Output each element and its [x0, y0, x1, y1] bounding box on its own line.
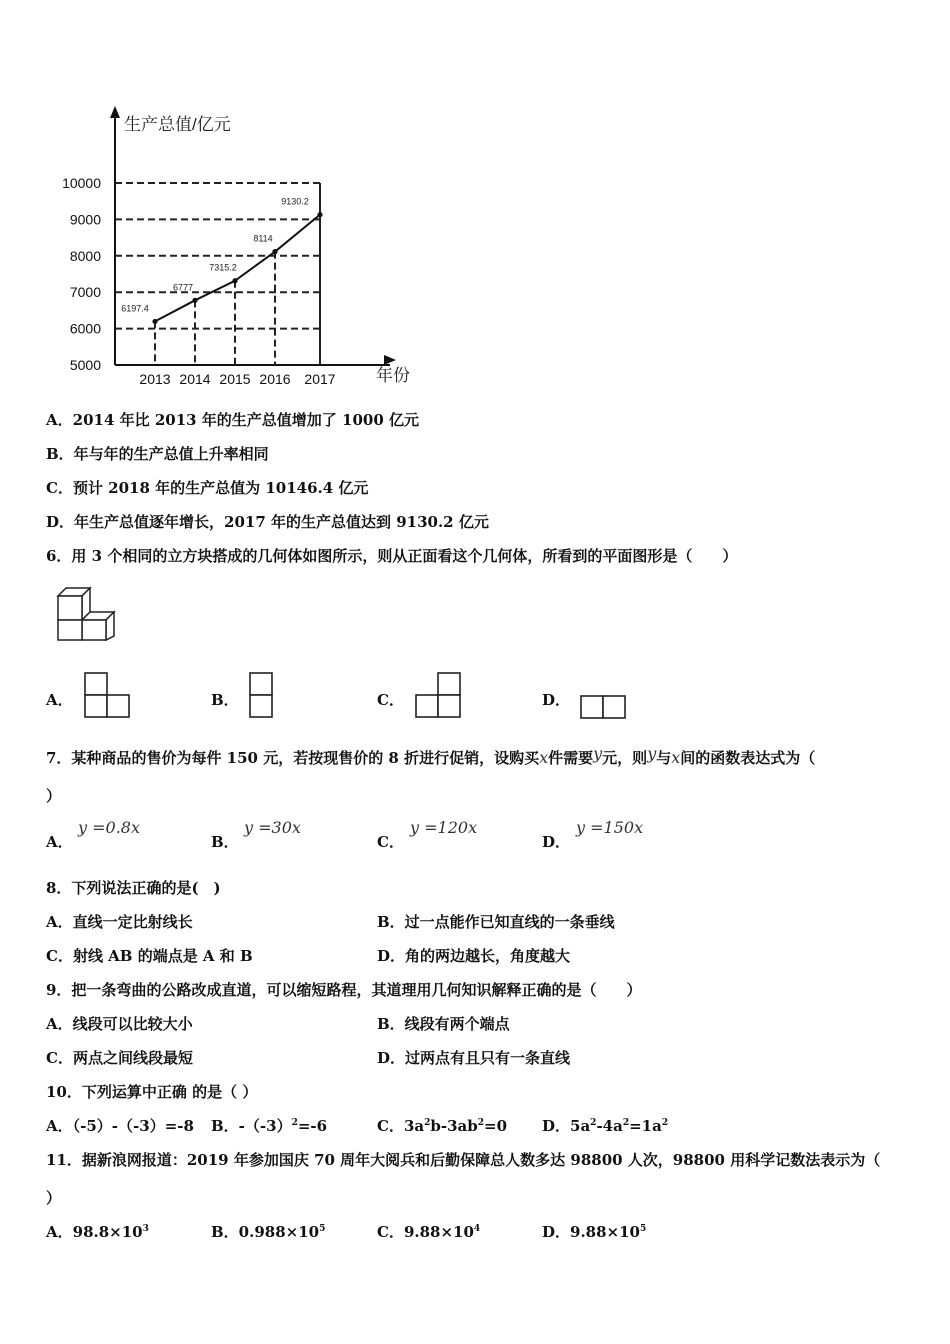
q11-d-sup: 5	[639, 1224, 647, 1234]
q7-stem-part2: 件需要	[548, 749, 594, 767]
q8-option-d: D．角的两边越长，角度越大	[377, 947, 571, 965]
q11-b-text: B．0.988×10	[211, 1223, 320, 1241]
q6-option-a-label: A．	[46, 691, 73, 709]
q8-option-a: A．直线一定比射线长	[46, 913, 193, 931]
data-point	[152, 319, 157, 324]
q7-stem-end: ）	[46, 787, 62, 805]
q10-c-text: C．3a	[377, 1117, 425, 1135]
q11-c-text: C．9.88×10	[377, 1223, 474, 1241]
data-point	[232, 278, 237, 283]
q5-option-b: B．年与年的生产总值上升率相同	[46, 445, 269, 463]
q10-c-text-2: b-3ab	[430, 1117, 478, 1135]
q11-b-sup: 5	[319, 1224, 326, 1234]
q11-option-c	[377, 1222, 480, 1242]
q10-d-text: D．5a	[542, 1117, 591, 1135]
q8-option-c: C．射线 AB 的端点是 A 和 B	[46, 947, 253, 965]
q11-option-b	[211, 1222, 325, 1242]
q10-stem: 10．下列运算中正确 的是（ ）	[46, 1083, 258, 1101]
data-label: 6777	[172, 282, 194, 293]
q7-option-b-expr: y =30x	[244, 818, 301, 837]
data-label: 7315.2	[209, 262, 237, 273]
q11-a-text: A．98.8×10	[46, 1223, 143, 1241]
grid-lines	[115, 183, 320, 365]
q6-option-d-figure	[580, 695, 630, 721]
y-axis-arrow	[110, 106, 120, 118]
q6-cube-figure	[54, 584, 120, 644]
y-tick-label: 5000	[69, 357, 101, 373]
q5-option-a: A．2014 年比 2013 年的生产总值增加了 1000 亿元	[46, 411, 419, 429]
data-point	[272, 249, 277, 254]
q11-c-sup: 4	[473, 1224, 481, 1234]
q7-var-y-2: y	[647, 744, 657, 763]
q11-d-text: D．9.88×10	[542, 1223, 640, 1241]
q10-c-text-3: =0	[484, 1117, 508, 1135]
y-tick-labels	[62, 175, 101, 373]
q10-d-text-3: =1a	[629, 1117, 662, 1135]
q7-var-x-2: x	[671, 748, 681, 767]
series-line	[155, 215, 320, 322]
q8-option-b: B．过一点能作已知直线的一条垂线	[377, 913, 615, 931]
q7-option-c-label: C．	[377, 833, 404, 851]
q6-stem: 6．用 3 个相同的立方块搭成的几何体如图所示，则从正面看这个几何体，所看到的平面图形是（ ）	[46, 547, 738, 565]
q10-option-d	[542, 1116, 668, 1136]
q10-option-c	[377, 1116, 507, 1136]
q9-option-a: A．线段可以比较大小	[46, 1015, 193, 1033]
q7-stem-part4: 与	[656, 749, 672, 767]
data-point	[317, 212, 322, 217]
q7-option-c-expr: y =120x	[410, 818, 478, 837]
x-tick-label: 2015	[219, 371, 251, 387]
x-tick-label: 2013	[139, 371, 171, 387]
q10-d-sup-3: 2	[661, 1118, 669, 1128]
q10-b-text-2: =-6	[297, 1117, 328, 1135]
q8-stem: 8．下列说法正确的是( )	[46, 879, 221, 897]
q7-stem-part1: 7．某种商品的售价为每件 150 元，若按现售价的 8 折进行促销，设购买	[46, 749, 540, 767]
q10-option-a: A．（-5）-（-3）=-8	[46, 1117, 194, 1135]
q7-var-y: y	[593, 744, 603, 763]
production-value-chart	[40, 100, 440, 400]
q10-d-text-2: -4a	[596, 1117, 623, 1135]
data-point	[192, 298, 197, 303]
q7-stem-part5: 间的函数表达式为（	[680, 749, 816, 767]
x-axis-arrow	[384, 355, 396, 365]
y-tick-label: 8000	[69, 247, 101, 264]
x-tick-label: 2014	[179, 371, 211, 387]
q6-option-d-label: D．	[542, 691, 571, 709]
q10-option-b	[211, 1116, 327, 1136]
q7-option-d-label: D．	[542, 833, 571, 851]
q7-option-a-label: A．	[46, 833, 73, 851]
q10-c-sup: 2	[424, 1118, 431, 1128]
q7-option-a-expr: y =0.8x	[78, 818, 140, 837]
x-axis-label: 年份	[376, 366, 410, 385]
y-tick-label: 6000	[69, 320, 101, 337]
q6-option-c-figure	[415, 672, 463, 720]
q10-b-text: B．-（-3）	[211, 1117, 292, 1135]
q9-option-c: C．两点之间线段最短	[46, 1049, 193, 1067]
q9-option-d: D．过两点有且只有一条直线	[377, 1049, 571, 1067]
q10-b-sup: 2	[291, 1118, 298, 1128]
x-tick-label: 2017	[304, 371, 336, 387]
q6-option-c-label: C．	[377, 691, 404, 709]
q11-stem: 11．据新浪网报道：2019 年参加国庆 70 周年大阅兵和后勤保障总人数多达 98800 人次，98800 用科学记数法表示为（	[46, 1151, 881, 1169]
q11-option-d	[542, 1222, 646, 1242]
data-points	[152, 212, 322, 324]
q10-d-sup: 2	[590, 1118, 597, 1128]
q7-stem	[46, 744, 816, 768]
q11-a-sup: 3	[142, 1224, 149, 1234]
q10-d-sup-2: 2	[622, 1118, 630, 1128]
q9-option-b: B．线段有两个端点	[377, 1015, 510, 1033]
q9-stem: 9．把一条弯曲的公路改成直道，可以缩短路程，其道理用几何知识解释正确的是（ ）	[46, 981, 642, 999]
x-tick-labels	[139, 371, 335, 387]
data-label: 9130.2	[281, 196, 309, 207]
q6-option-b-label: B．	[211, 691, 239, 709]
y-tick-label: 9000	[69, 211, 101, 228]
y-tick-label: 10000	[62, 175, 101, 191]
q7-var-x: x	[539, 748, 549, 767]
q7-option-d-expr: y =150x	[576, 818, 644, 837]
x-tick-label: 2016	[259, 371, 291, 387]
data-label: 8114	[253, 233, 273, 244]
q6-option-a-figure	[84, 672, 132, 720]
q5-option-d: D．年生产总值逐年增长，2017 年的生产总值达到 9130.2 亿元	[46, 513, 489, 531]
q6-option-b-figure	[249, 672, 275, 720]
data-label: 6197.4	[121, 303, 149, 314]
y-axis-label: 生产总值/亿元	[124, 115, 231, 134]
q7-stem-part3: 元，则	[602, 749, 648, 767]
q7-option-b-label: B．	[211, 833, 239, 851]
q11-stem-end: ）	[46, 1189, 62, 1207]
q11-option-a	[46, 1222, 149, 1242]
q5-option-c: C．预计 2018 年的生产总值为 10146.4 亿元	[46, 479, 369, 497]
y-tick-label: 7000	[69, 284, 101, 301]
q10-c-sup-2: 2	[477, 1118, 484, 1128]
